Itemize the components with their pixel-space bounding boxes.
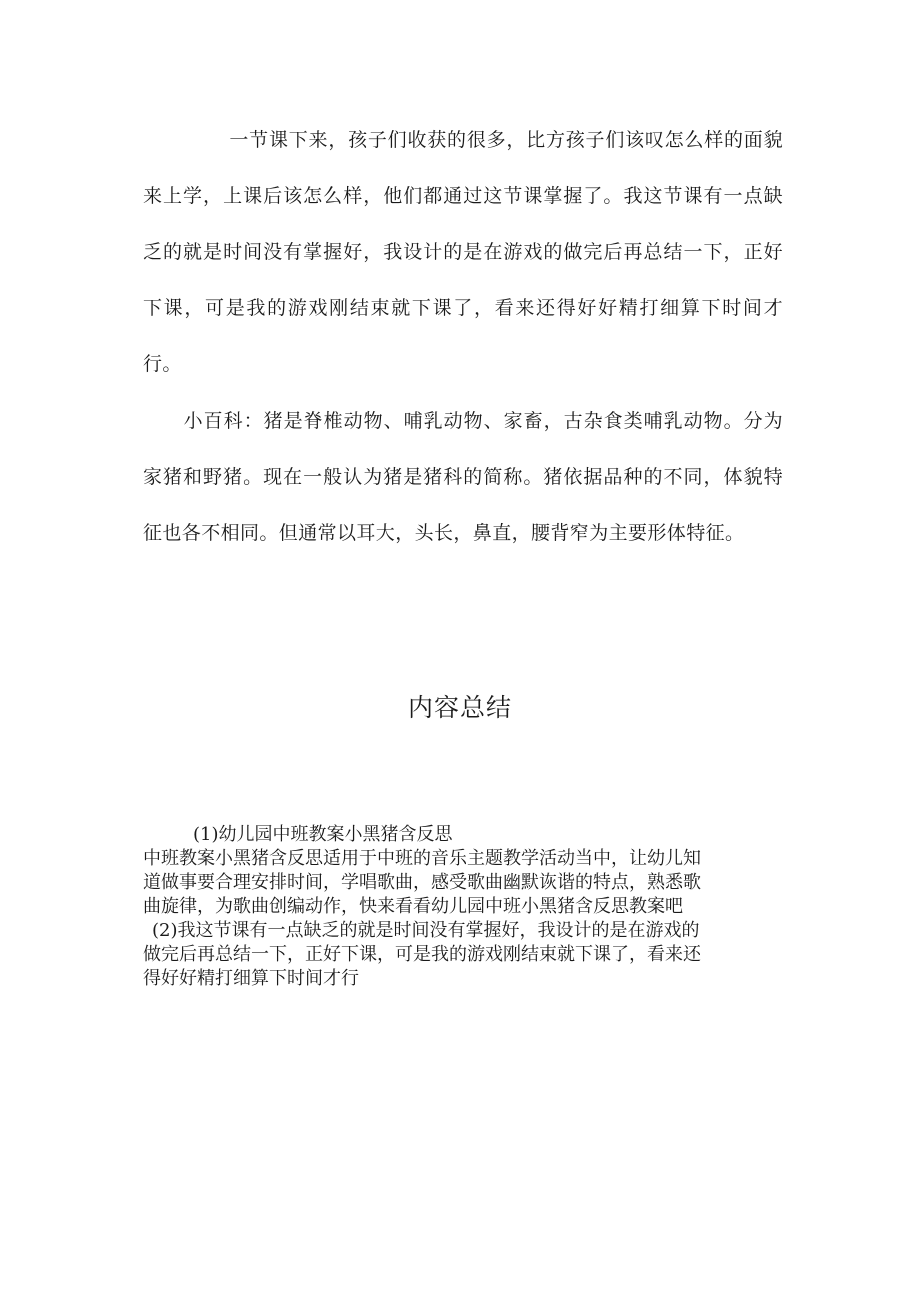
reflection-paragraph — [143, 112, 783, 392]
summary-item-1-line: 曲旋律，为歌曲创编动作，快来看看幼儿园中班小黑猪含反思教案吧 — [143, 896, 683, 917]
summary-item-1-line: 道做事要合理安排时间，学唱歌曲，感受歌曲幽默诙谐的特点，熟悉歌 — [143, 872, 701, 893]
encyclopedia-paragraph — [143, 393, 783, 561]
summary-item-1-heading: (1)幼儿园中班教案小黑猪含反思 — [193, 824, 453, 845]
encyclopedia-text: 小百科：猪是脊椎动物、哺乳动物、家畜，古杂食类哺乳动物。分为家猪和野猪。现在一般认为猪是猪科的简称。猪依据品种的不同，体貌特征也各不相同。但通常以耳大，头长，鼻直，腰背窄为主要形体特征。 — [143, 410, 783, 544]
summary-title: 内容总结 — [407, 693, 512, 722]
reflection-text: 一节课下来，孩子们收获的很多，比方孩子们该叹怎么样的面貌来上学，上课后该怎么样，他们都通过这节课掌握了。我这节课有一点缺乏的就是时间没有掌握好，我设计的是在游戏的做完后再总结一下，正好下课，可是我的游戏刚结束就下课了，看来还得好好精打细算下时间才行。 — [143, 129, 783, 375]
summary-block — [143, 823, 783, 991]
summary-item-2-line: 得好好精打细算下时间才行 — [143, 968, 359, 989]
summary-item-1-line: 中班教案小黑猪含反思适用于中班的音乐主题教学活动当中，让幼儿知 — [143, 848, 701, 869]
summary-item-2-line: 做完后再总结一下，正好下课，可是我的游戏刚结束就下课了，看来还 — [143, 944, 701, 965]
summary-item-2-line: (2)我这节课有一点缺乏的就是时间没有掌握好，我设计的是在游戏的 — [152, 920, 700, 941]
